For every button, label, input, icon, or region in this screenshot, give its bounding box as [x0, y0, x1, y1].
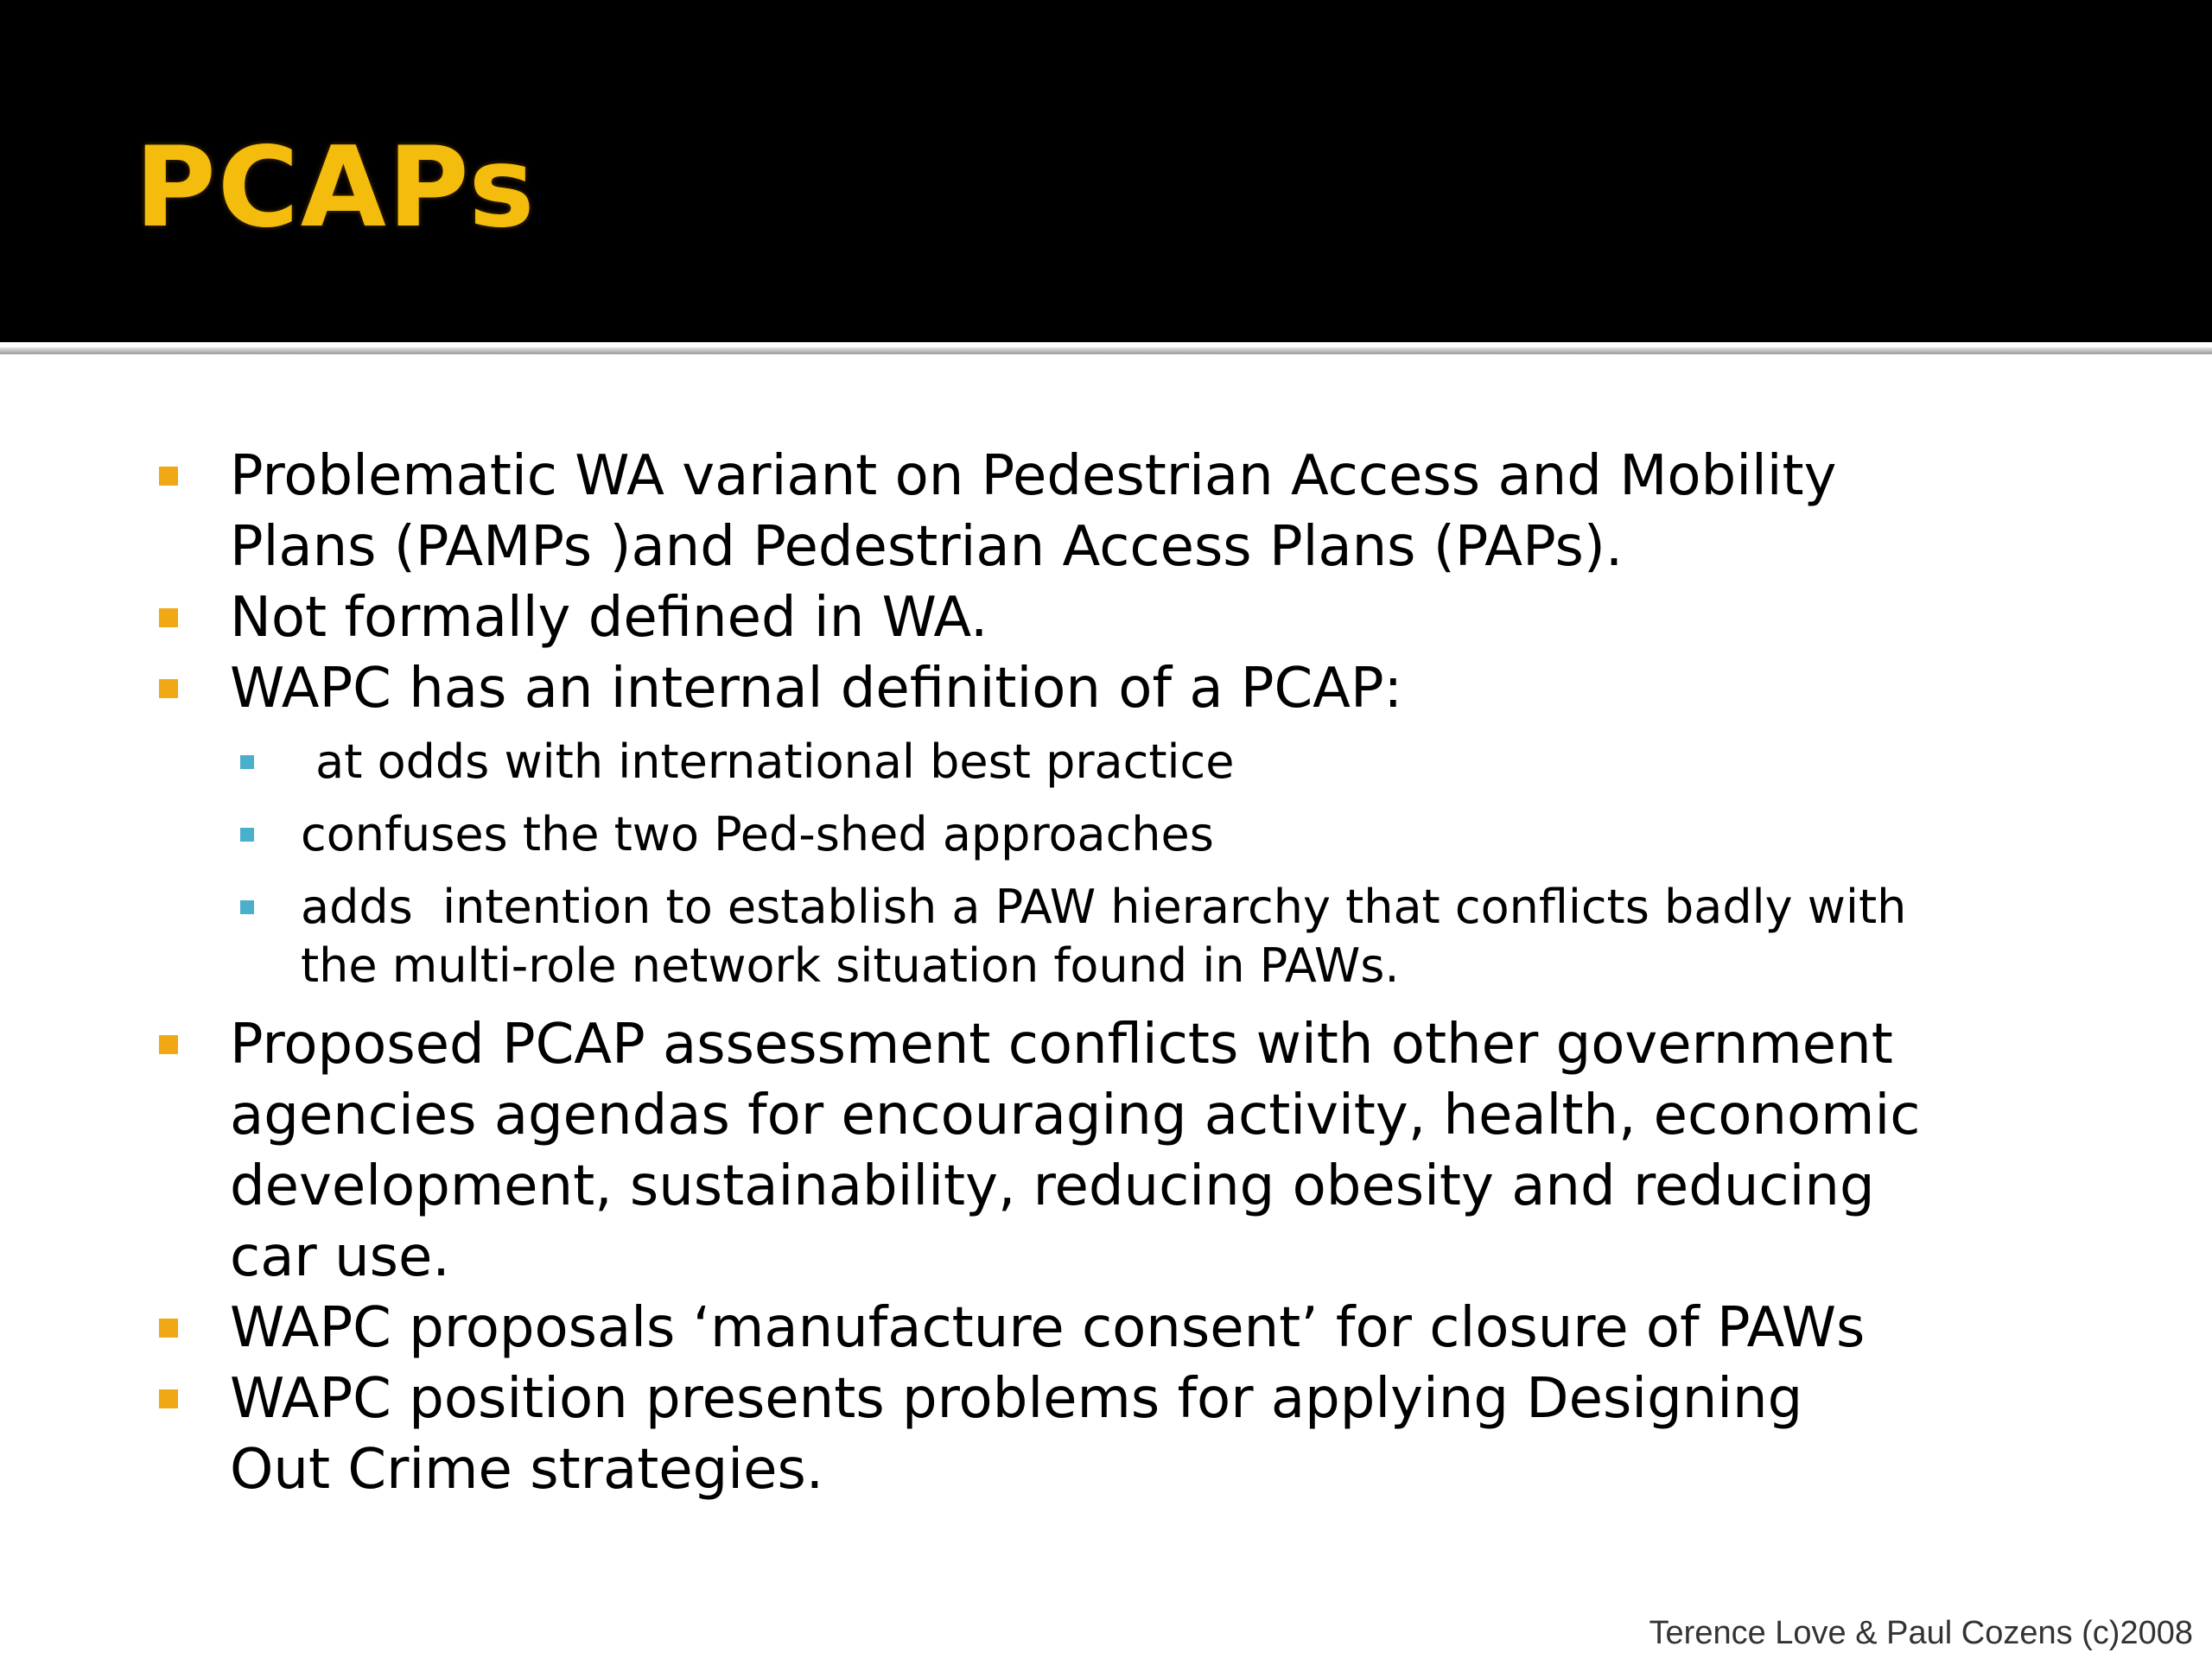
small-square-bullet-icon: [240, 828, 254, 842]
bullet-line: Proposed PCAP assessment conflicts with other government: [230, 1013, 1893, 1077]
footer-credit: Terence Love & Paul Cozens (c)2008: [1649, 1615, 2193, 1651]
bullet-item: [0, 441, 2212, 582]
bullet-line: development, sustainability, reducing obesity and reducing: [230, 1154, 1875, 1218]
bullet-line: WAPC proposals ‘manufacture consent’ for closure of PAWs: [230, 1296, 1866, 1360]
square-bullet-icon: [159, 467, 178, 486]
sub-bullet-group: [0, 733, 2212, 995]
square-bullet-icon: [159, 679, 178, 698]
small-square-bullet-icon: [240, 900, 254, 914]
bullet-line: WAPC position presents problems for applying Designing: [230, 1367, 1803, 1431]
bullet-line: Problematic WA variant on Pedestrian Access and Mobility: [230, 444, 1837, 508]
square-bullet-icon: [159, 608, 178, 627]
sub-bullet-item: [0, 805, 2212, 864]
sub-bullet-item: [0, 878, 2212, 995]
bullet-item: [0, 653, 2212, 724]
sub-bullet-line: adds intention to establish a PAW hierarchy that conflicts badly with: [301, 880, 1907, 934]
bullet-line: Not formally defined in WA.: [230, 586, 988, 650]
bullet-list: [0, 441, 2212, 1505]
small-square-bullet-icon: [240, 755, 254, 769]
bullet-item: [0, 1009, 2212, 1293]
sub-bullet-line: confuses the two Ped-shed approaches: [301, 807, 1214, 861]
sub-bullet-item: [0, 733, 2212, 791]
bullet-line: agencies agendas for encouraging activity, health, economic: [230, 1084, 1921, 1147]
slide-title: PCAPs: [135, 124, 537, 252]
bullet-item: [0, 1293, 2212, 1363]
square-bullet-icon: [159, 1389, 178, 1408]
sub-bullet-list: [0, 733, 2212, 995]
bullet-line: Out Crime strategies.: [230, 1438, 824, 1502]
bullet-line: Plans (PAMPs )and Pedestrian Access Plans (PAPs).: [230, 515, 1624, 579]
bullet-line: car use.: [230, 1225, 450, 1289]
bullet-item: [0, 582, 2212, 653]
bullet-line: WAPC has an internal definition of a PCAP:: [230, 657, 1403, 721]
title-divider: [0, 347, 2212, 354]
square-bullet-icon: [159, 1319, 178, 1338]
bullet-item: [0, 1363, 2212, 1505]
sub-bullet-line: at odds with international best practice: [301, 734, 1235, 789]
square-bullet-icon: [159, 1035, 178, 1054]
sub-bullet-line: the multi-role network situation found in PAWs.: [301, 938, 1400, 993]
